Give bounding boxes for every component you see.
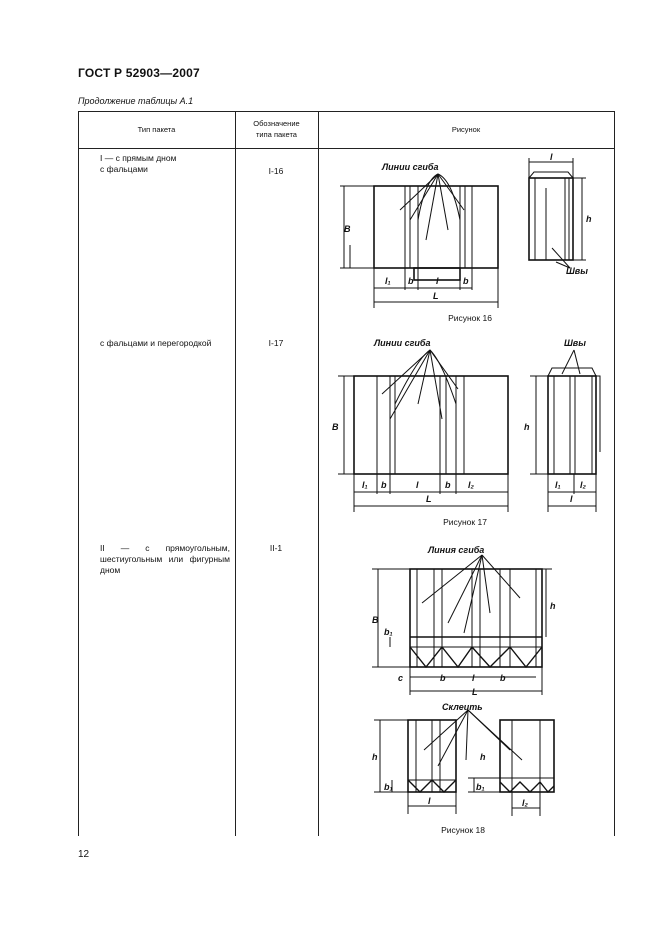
row1-type-line1: I — с прямым дном <box>100 153 177 163</box>
fig16-side-l-label: l <box>550 152 553 162</box>
fig17-side-l2-label: l₂ <box>580 480 586 490</box>
fig18-right-b1-label: b₁ <box>476 782 485 792</box>
fig18-L-label: L <box>472 687 478 697</box>
document-header: ГОСТ Р 52903—2007 <box>78 66 200 80</box>
fig17-l-label: l <box>416 480 419 490</box>
figure-17-drawing <box>322 334 610 514</box>
row1-code: I-16 <box>268 166 284 176</box>
col-header-figure: Рисунок <box>451 125 481 134</box>
fig18-fold-line-label: Линия сгиба <box>428 545 485 555</box>
fig16-L-label: L <box>433 291 439 301</box>
fig17-seams-label: Швы <box>564 338 586 348</box>
fig18-b1-label: b₁ <box>384 627 393 637</box>
fig18-left-h-label: h <box>372 752 378 762</box>
figure-18-caption: Рисунок 18 <box>441 825 485 835</box>
row2-code: I-17 <box>268 338 284 348</box>
fig16-l1-label: l₁ <box>385 276 391 286</box>
figure-16-caption: Рисунок 16 <box>448 313 492 323</box>
fig17-fold-lines-label: Линии сгиба <box>374 338 431 348</box>
fig16-b-label-left: b <box>408 276 414 286</box>
fig17-l1-label: l₁ <box>362 480 368 490</box>
fig17-l2-label: l₂ <box>468 480 474 490</box>
fig18-h-label: h <box>550 601 556 611</box>
table-divider-2 <box>318 111 319 836</box>
fig17-B-label: B <box>332 422 339 432</box>
table-header-bottom <box>78 148 614 149</box>
fig16-seams-label: Швы <box>566 266 588 276</box>
fig16-b-label-right: b <box>463 276 469 286</box>
row1-type-line2: с фальцами <box>100 164 148 174</box>
col-header-type: Тип пакета <box>137 125 176 134</box>
fig16-fold-lines-label: Линии сгиба <box>382 162 439 172</box>
fig18-l-label: l <box>472 673 475 683</box>
fig18-left-l-label: l <box>428 796 431 806</box>
table-border-left <box>78 111 79 836</box>
figure-17-caption: Рисунок 17 <box>443 517 487 527</box>
fig17-b-label-right: b <box>445 480 451 490</box>
table-divider-1 <box>235 111 236 836</box>
fig17-side-l-label: l <box>570 494 573 504</box>
col-header-code: Обозначение типа пакета <box>253 119 300 139</box>
fig17-side-l1-label: l₁ <box>555 480 561 490</box>
fig18-glue-label: Склеить <box>442 702 483 712</box>
table-border-top <box>78 111 614 112</box>
fig18-left-b1-label: b₁ <box>384 782 393 792</box>
figure-18-bottom-drawing <box>362 700 562 820</box>
fig18-b-label-right: b <box>500 673 506 683</box>
table-continuation-caption: Продолжение таблицы А.1 <box>78 96 194 106</box>
page-number: 12 <box>78 849 90 860</box>
fig18-c-label: c <box>398 673 404 683</box>
figure-16-drawing <box>330 150 610 330</box>
fig16-l-label: l <box>436 276 439 286</box>
fig16-B-label: B <box>344 224 351 234</box>
row3-type: II — с прямоугольным, шестиугольным или фигурным дном <box>100 543 230 575</box>
fig17-b-label-left: b <box>381 480 387 490</box>
fig16-h-label: h <box>586 214 592 224</box>
fig18-B-label: B <box>372 615 379 625</box>
fig18-right-l2-label: l₂ <box>522 798 528 808</box>
row3-code: II-1 <box>269 543 283 553</box>
fig17-h-label: h <box>524 422 530 432</box>
table-border-right <box>614 111 615 836</box>
fig18-b-label-left: b <box>440 673 446 683</box>
figure-18-top-drawing <box>360 543 560 698</box>
row2-type: с фальцами и перегородкой <box>100 338 212 348</box>
fig18-right-h-label: h <box>480 752 486 762</box>
fig17-L-label: L <box>426 494 432 504</box>
